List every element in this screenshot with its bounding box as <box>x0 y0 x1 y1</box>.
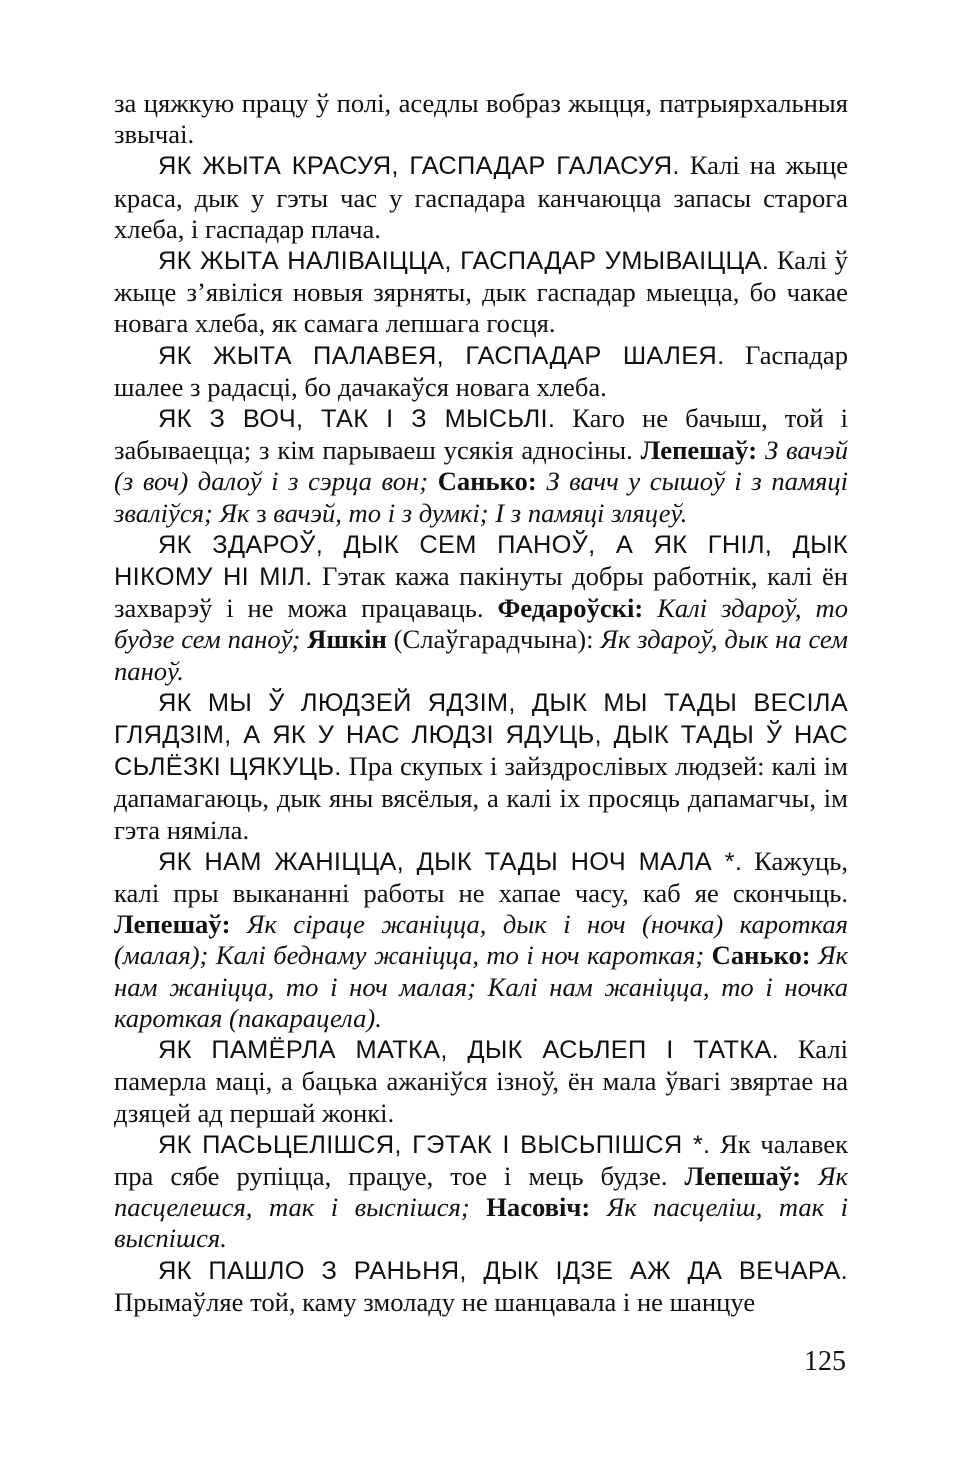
entry-headword: ЯК ЖЫТА ПАЛАВЕЯ, ГАСПАДАР ШАЛЕЯ. <box>158 341 725 370</box>
dictionary-entry <box>114 846 848 1034</box>
definition-text: Калі на жыце краса, дык у гэты час у гаспадара канчаюцца запасы старога хлеба, і гаспадар плача. <box>114 150 849 244</box>
example-text: Як здароў, дык на сем паноў. <box>114 624 849 686</box>
definition-text: Калі ў жыце з’явіліся новыя зярняты, дык гаспадар мыецца, бо чакае новага хлеба, як самага лепшага госця. <box>114 245 848 339</box>
source-label: Лепешаў: <box>640 435 758 466</box>
source-label: Федароўскі: <box>497 593 644 624</box>
dictionary-entry <box>114 245 848 340</box>
source-label: Насовіч: <box>486 1192 591 1223</box>
definition-text: Гэтак кажа пакінуты добры работнік, калі ён захварэў і не можа працаваць. <box>114 561 848 624</box>
example-text: Як нам жаніцца, то і ноч малая; Калі нам жаніцца, то і ночка кароткая (пакарацела). <box>114 940 848 1033</box>
dictionary-entry <box>114 687 848 846</box>
source-label: Лепешаў: <box>114 909 231 940</box>
definition-text: Пра скупых і зайздрослівых людзей: калі ім дапамагаюць, дык яны вясёлыя, а калі іх просяць дапамагчы, ім гэта няміла. <box>114 751 848 845</box>
source-label: Яшкін <box>307 624 387 655</box>
source-label: Лепешаў: <box>684 1160 802 1191</box>
entry-headword: ЯК ПАШЛО З РАНЬНЯ, ДЫК ІДЗЕ АЖ ДА ВЕЧАРА. <box>158 1256 848 1285</box>
definition-text: Калі памерла маці, а бацька ажаніўся ізноў, ён мала ўвагі звяртае на дзяцей ад першай жонкі. <box>114 1034 848 1128</box>
dictionary-page <box>114 88 848 1318</box>
dictionary-entry <box>114 529 848 687</box>
definition-text: Прымаўляе той, каму змоладу не шанцавала і не шанцуе <box>114 1286 756 1317</box>
example-text: З вачэй (з воч) далоў і з сэрца вон; <box>114 435 848 497</box>
entry-headword: ЯК ПАСЬЦЕЛІШСЯ, ГЭТАК І ВЫСЬПІШСЯ *. <box>158 1130 711 1159</box>
entry-headword: ЯК ЗДАРОЎ, ДЫК СЕМ ПАНОЎ, А ЯК ГНІЛ, ДЫК НІКОМУ НІ МІЛ. <box>114 530 848 592</box>
dictionary-entry <box>114 403 848 529</box>
dictionary-entry <box>114 150 848 245</box>
page-number: 125 <box>804 1346 846 1377</box>
entry-headword: ЯК МЫ Ў ЛЮДЗЕЙ ЯДЗІМ, ДЫК МЫ ТАДЫ ВЕСІЛА ГЛЯДЗІМ, А ЯК У НАС ЛЮДЗІ ЯДУЦЬ, ДЫК ТАДЫ Ў НАС СЬЛЁЗКІ ЦЯКУЦЬ. <box>114 688 848 782</box>
entry-headword: ЯК З ВОЧ, ТАК І З МЫСЬЛІ. <box>158 405 556 434</box>
definition-text: з <box>256 497 267 528</box>
entry-headword: ЯК ЖЫТА КРАСУЯ, ГАСПАДАР ГАЛАСУЯ. <box>158 152 680 181</box>
example-text: З вачч у сышоў і з памяці зваліўся; Як <box>114 466 849 528</box>
example-text: Калі здароў, то будзе сем паноў; <box>114 593 849 655</box>
entry-headword: ЯК ЖЫТА НАЛІВАІЦЦА, ГАСПАДАР УМЫВАІЦЦА. <box>158 247 770 276</box>
entry-headword: ЯК ПАМЁРЛА МАТКА, ДЫК АСЬЛЕП І ТАТКА. <box>158 1036 779 1065</box>
continued-entry <box>114 88 848 150</box>
example-text: Як пасцеліш, так і выспішся. <box>114 1192 848 1254</box>
source-label: Санько: <box>711 940 811 971</box>
definition-text: Кажуць, калі пры выкананні работы не хапае часу, каб яе скончыць. <box>114 845 848 909</box>
dictionary-entry <box>114 340 848 403</box>
example-text: вачэй, то і з думкі; І з памяці зляцеў. <box>266 497 688 528</box>
dictionary-entry <box>114 1129 848 1255</box>
dictionary-entry <box>114 1255 848 1318</box>
definition-text: за цяжкую працу ў полі, аседлы вобраз жыцця, патрыярхальныя звычаі. <box>114 88 848 150</box>
example-text: Як пасцелешся, так і выспішся; <box>114 1160 848 1223</box>
example-text: Як сіраце жаніцца, дык і ноч (ночка) кароткая (малая); Калі беднаму жаніцца, то і ноч кароткая; <box>114 909 848 971</box>
dictionary-entry <box>114 1034 848 1129</box>
entry-headword: ЯК НАМ ЖАНІЦЦА, ДЫК ТАДЫ НОЧ МАЛА *. <box>158 847 743 876</box>
definition-text: (Слаўгарадчына): <box>386 624 601 655</box>
definition-text: Як чалавек пра сябе рупіцца, працуе, тое і мець будзе. <box>114 1128 848 1191</box>
definition-text: Гаспадар шалее з радасці, бо дачакаўся новага хлеба. <box>114 339 848 402</box>
definition-text: Каго не бачыш, той і забываецца; з кім парываеш усякія адносіны. <box>114 403 848 466</box>
source-label: Санько: <box>437 466 537 497</box>
